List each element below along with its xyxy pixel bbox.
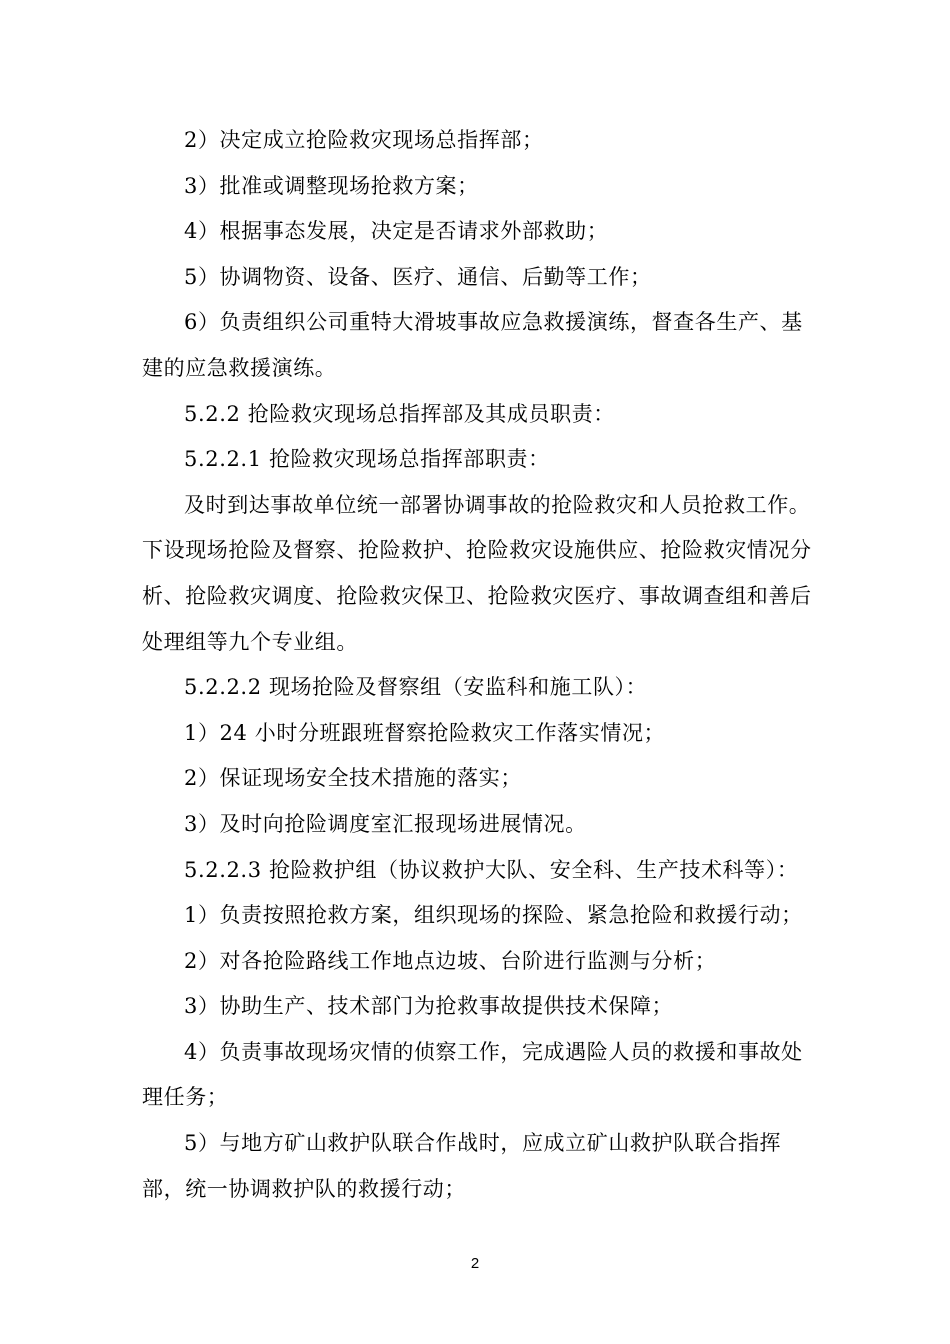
paragraph: 2）对各抢险路线工作地点边坡、台阶进行监测与分析；	[184, 948, 717, 973]
paragraph: 4）根据事态发展，决定是否请求外部救助；	[184, 219, 609, 244]
paragraph: 5）协调物资、设备、医疗、通信、后勤等工作；	[184, 264, 652, 289]
paragraph: 6）负责组织公司重特大滑坡事故应急救援演练，督查各生产、基建的应急救援演练。	[142, 310, 803, 380]
section-heading: 5.2.2.1 抢险救灾现场总指挥部职责：	[184, 447, 550, 472]
paragraph: 2）保证现场安全技术措施的落实；	[184, 766, 522, 791]
paragraph: 3）批准或调整现场抢救方案；	[184, 173, 479, 198]
page-number: 2	[470, 1255, 480, 1272]
paragraph: 3）协助生产、技术部门为抢救事故提供技术保障；	[184, 994, 674, 1019]
section-heading: 5.2.2.2 现场抢险及督察组（安监科和施工队）：	[184, 675, 648, 700]
document-body	[142, 118, 822, 1212]
paragraph: 3）及时向抢险调度室汇报现场进展情况。	[184, 811, 587, 836]
paragraph: 及时到达事故单位统一部署协调事故的抢险救灾和人员抢救工作。下设现场抢险及督察、抢险救护、抢险救灾设施供应、抢险救灾情况分析、抢险救灾调度、抢险救灾保卫、抢险救灾医疗、事故调查组和善后处理组等九个专业组。	[142, 492, 812, 654]
paragraph: 1）24 小时分班跟班督察抢险救灾工作落实情况；	[184, 720, 666, 745]
paragraph: 5）与地方矿山救护队联合作战时，应成立矿山救护队联合指挥部，统一协调救护队的救援行动；	[142, 1131, 782, 1201]
paragraph: 1）负责按照抢救方案，组织现场的探险、紧急抢险和救援行动；	[184, 903, 803, 928]
paragraph: 2）决定成立抢险救灾现场总指挥部；	[184, 128, 544, 152]
section-heading: 5.2.2.3 抢险救护组（协议救护大队、安全科、生产技术科等）：	[184, 857, 799, 882]
paragraph: 4）负责事故现场灾情的侦察工作，完成遇险人员的救援和事故处理任务；	[142, 1039, 803, 1110]
section-heading: 5.2.2 抢险救灾现场总指挥部及其成员职责：	[184, 401, 615, 426]
